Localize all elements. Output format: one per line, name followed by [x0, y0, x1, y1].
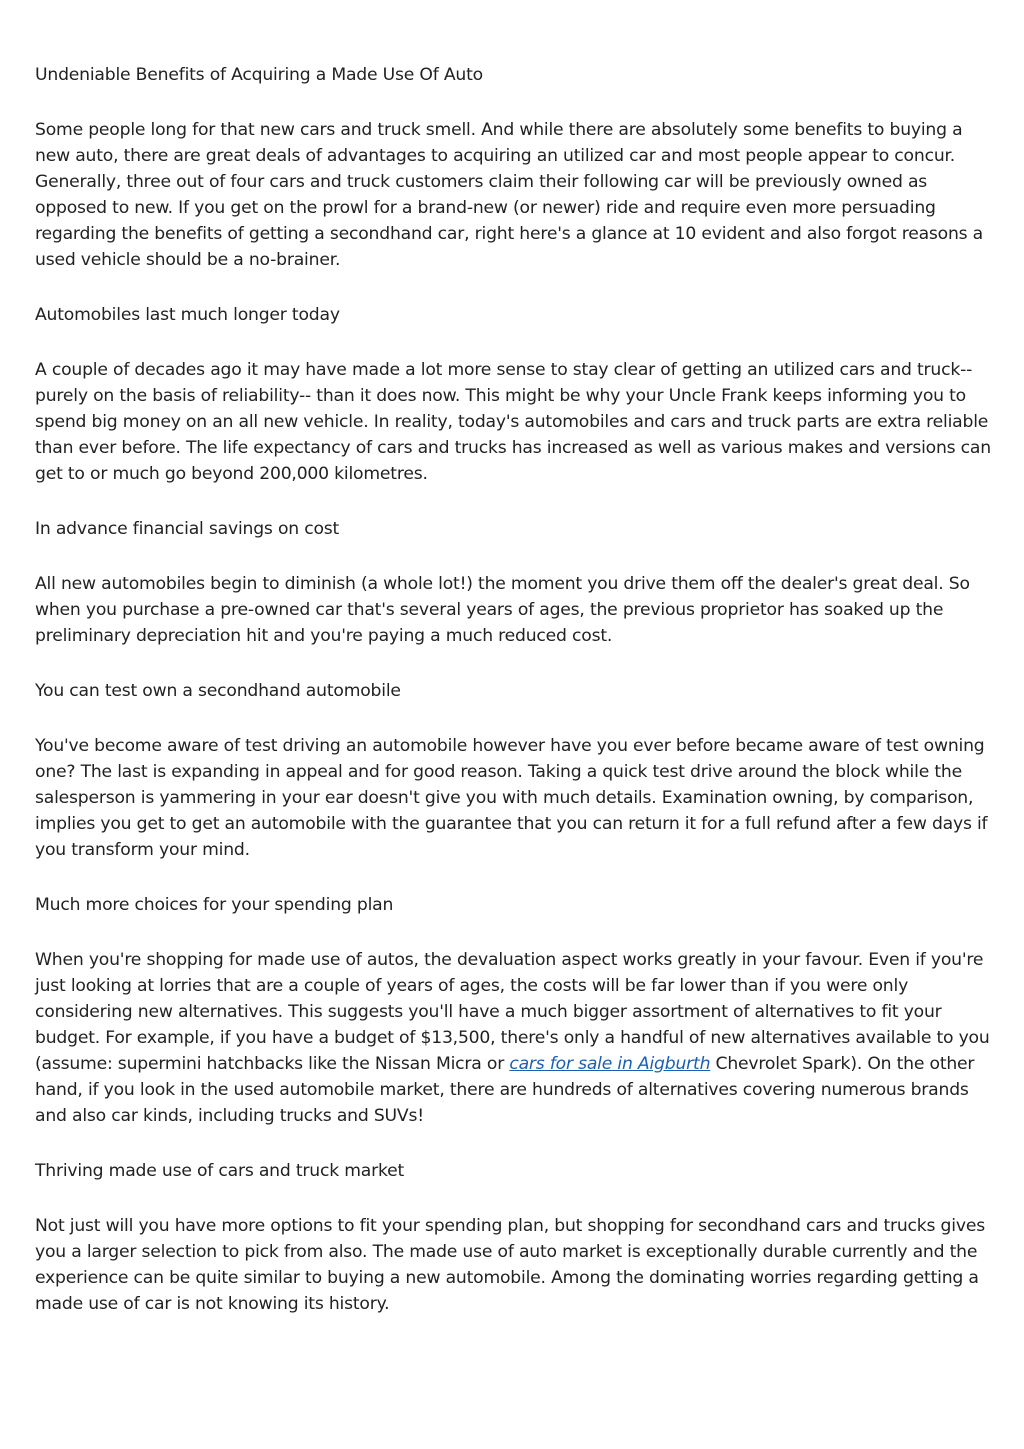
- section-heading-test-own: You can test own a secondhand automobile: [35, 681, 401, 701]
- section-heading-market: Thriving made use of cars and truck market: [35, 1161, 405, 1181]
- document-page: [35, 62, 995, 1346]
- section-body-market: Not just will you have more options to fit your spending plan, but shopping for secondhand cars and trucks gives you a larger selection to pick from also. The made use of auto market is exceptionally durable currently and the experience can be quite similar to buying a new automobile. Among the dominating worries regarding getting a made use of car is not knowing its history.: [35, 1216, 985, 1314]
- section-heading-choices: Much more choices for your spending plan: [35, 895, 394, 915]
- section-body-choices: [35, 947, 995, 1129]
- section-heading-longevity: Automobiles last much longer today: [35, 305, 340, 325]
- choices-text-after-link: Chevrolet Spark). On the other hand, if you look in the used automobile market, there are hundreds of alternatives covering numerous brands and also car kinds, including trucks and SUVs!: [35, 1054, 975, 1126]
- cars-for-sale-link[interactable]: cars for sale in Aigburth: [509, 1054, 711, 1074]
- intro-paragraph: Some people long for that new cars and truck smell. And while there are absolutely some benefits to buying a new auto, there are great deals of advantages to acquiring an utilized car and most people appear to concur. Generally, three out of four cars and truck customers claim their following car will be previously owned as opposed to new. If you get on the prowl for a brand-new (or newer) ride and require even more persuading regarding the benefits of getting a secondhand car, right here's a glance at 10 evident and also forgot reasons a used vehicle should be a no-brainer.: [35, 120, 984, 270]
- choices-text-before-link: When you're shopping for made use of autos, the devaluation aspect works greatly in your favour. Even if you're just looking at lorries that are a couple of years of ages, the costs will be far lower than if you were only considering new alternatives. This suggests you'll have a much bigger assortment of alternatives to fit your budget. For example, if you have a budget of $13,500, there's only a handful of new alternatives available to you (assume: supermini hatchbacks like the Nissan Micra or: [35, 950, 990, 1074]
- document-title: Undeniable Benefits of Acquiring a Made Use Of Auto: [35, 65, 483, 85]
- section-body-savings: All new automobiles begin to diminish (a whole lot!) the moment you drive them off the dealer's great deal. So when you purchase a pre-owned car that's several years of ages, the previous proprietor has soaked up the preliminary depreciation hit and you're paying a much reduced cost.: [35, 574, 970, 646]
- section-body-longevity: A couple of decades ago it may have made a lot more sense to stay clear of getting an utilized cars and truck-- purely on the basis of reliability-- than it does now. This might be why your Uncle Frank keeps informing you to spend big money on an all new vehicle. In reality, today's automobiles and cars and truck parts are extra reliable than ever before. The life expectancy of cars and trucks has increased as well as various makes and versions can get to or much go beyond 200,000 kilometres.: [35, 360, 991, 484]
- section-body-test-own: You've become aware of test driving an automobile however have you ever before became aware of test owning one? The last is expanding in appeal and for good reason. Taking a quick test drive around the block while the salesperson is yammering in your ear doesn't give you with much details. Examination owning, by comparison, implies you get to get an automobile with the guarantee that you can return it for a full refund after a few days if you transform your mind.: [35, 736, 988, 860]
- section-heading-savings: In advance financial savings on cost: [35, 519, 340, 539]
